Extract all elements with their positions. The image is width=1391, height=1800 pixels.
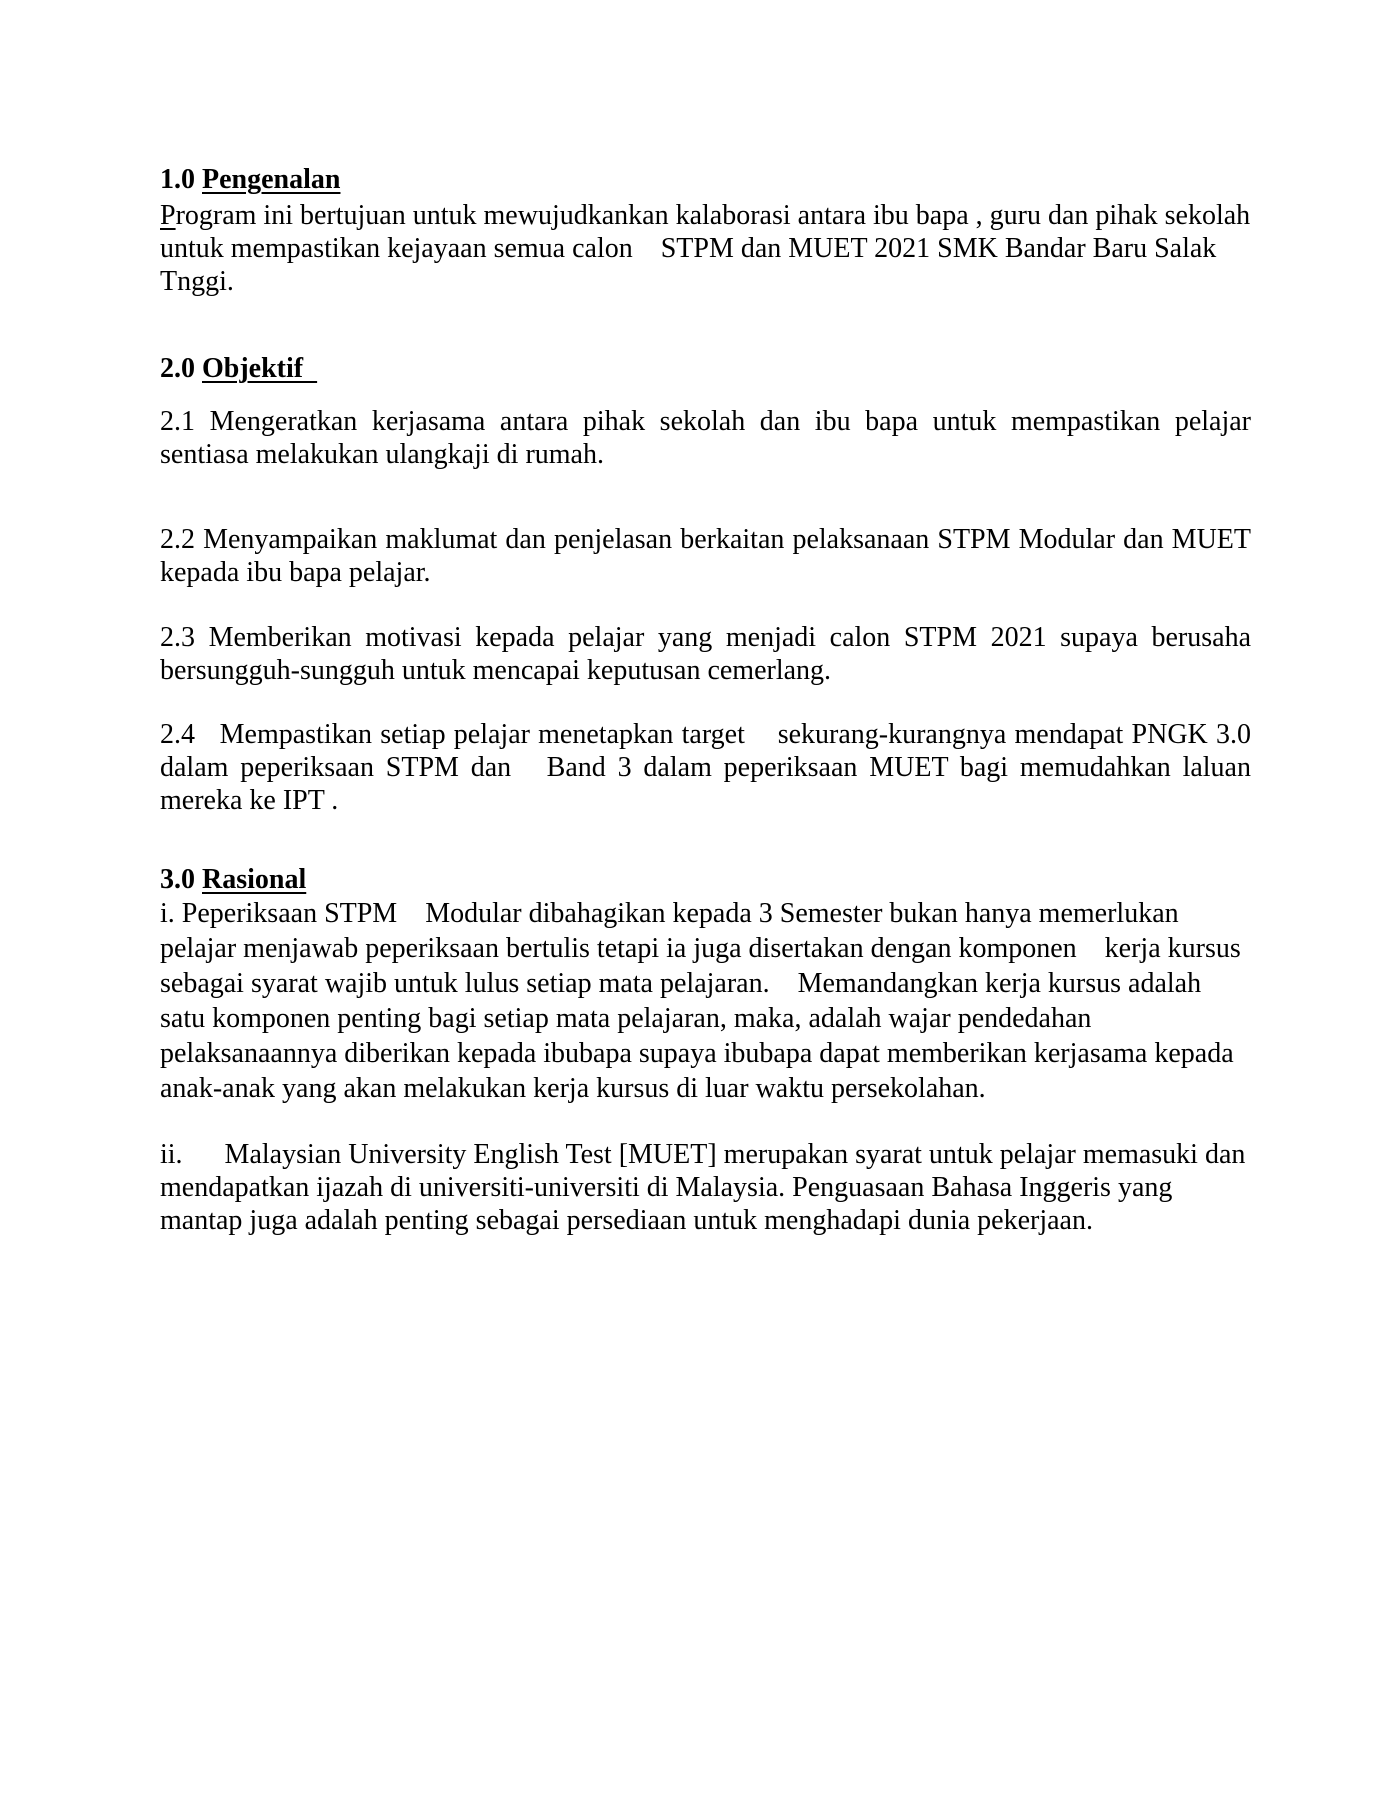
section-heading-objektif [160,352,1251,385]
paragraph-rasional-ii [160,1138,1251,1237]
paragraph-pengenalan-line-2: untuk mempastikan kejayaan semua calon STPM dan MUET 2021 SMK Bandar Baru Salak [160,233,1217,264]
paragraph-pengenalan [160,199,1251,298]
paragraph-2-2-line-2: kepada ibu bapa pelajar. [160,557,431,588]
paragraph-ii-line-3: mantap juga adalah penting sebagai persediaan untuk menghadapi dunia pekerjaan. [160,1205,1093,1236]
paragraph-i-line-4: satu komponen penting bagi setiap mata pelajaran, maka, adalah wajar pendedahan [160,1003,1092,1034]
paragraph-pengenalan-line-1: Program ini bertujuan untuk mewujudkankan kalaborasi antara ibu bapa , guru dan pihak sekolah [160,200,1251,231]
paragraph-i-line-2: pelajar menjawab peperiksaan bertulis tetapi ia juga disertakan dengan komponen kerja kursus [160,933,1241,964]
paragraph-objektif-2-3 [160,621,1251,687]
paragraph-i-line-6: anak-anak yang akan melakukan kerja kursus di luar waktu persekolahan. [160,1073,986,1104]
paragraph-objektif-2-4 [160,718,1251,817]
section-number-1: 1.0 [160,164,202,195]
paragraph-ii-line-1: ii. Malaysian University English Test [MUET] merupakan syarat untuk pelajar memasuki dan [160,1139,1246,1170]
paragraph-i-line-5: pelaksanaannya diberikan kepada ibubapa supaya ibubapa dapat memberikan kerjasama kepada [160,1038,1234,1069]
paragraph-ii-line-2: mendapatkan ijazah di universiti-universiti di Malaysia. Penguasaan Bahasa Inggeris yang [160,1172,1173,1203]
paragraph-2-1-line-1: 2.1 Mengeratkan kerjasama antara pihak sekolah dan ibu bapa untuk mempastikan pelajar [160,406,1251,437]
paragraph-pengenalan-line-3: Tnggi. [160,266,234,297]
section-title-objektif: Objektif [202,353,318,384]
section-title-pengenalan: Pengenalan [202,164,341,195]
paragraph-2-4-line-1: 2.4 Mempastikan setiap pelajar menetapkan target sekurang-kurangnya mendapat PNGK 3.0 [160,719,1251,750]
paragraph-rasional-i [160,896,1251,1106]
paragraph-2-3-line-1: 2.3 Memberikan motivasi kepada pelajar yang menjadi calon STPM 2021 supaya berusaha [160,622,1251,653]
section-heading-pengenalan [160,163,1251,196]
paragraph-2-3-line-2: bersungguh-sungguh untuk mencapai keputusan cemerlang. [160,655,832,686]
paragraph-objektif-2-1 [160,405,1251,471]
section-heading-rasional [160,863,1251,896]
section-number-3: 3.0 [160,864,202,895]
section-number-2: 2.0 [160,353,202,384]
paragraph-2-2-line-1: 2.2 Menyampaikan maklumat dan penjelasan berkaitan pelaksanaan STPM Modular dan MUET [160,524,1251,555]
section-title-rasional: Rasional [202,864,307,895]
paragraph-i-line-1: i. Peperiksaan STPM Modular dibahagikan kepada 3 Semester bukan hanya memerlukan [160,898,1179,929]
paragraph-i-line-3: sebagai syarat wajib untuk lulus setiap mata pelajaran. Memandangkan kerja kursus adalah [160,968,1202,999]
paragraph-2-1-line-2: sentiasa melakukan ulangkaji di rumah. [160,439,604,470]
paragraph-objektif-2-2 [160,523,1251,589]
paragraph-2-4-line-3: mereka ke IPT . [160,785,339,816]
paragraph-2-4-line-2: dalam peperiksaan STPM dan Band 3 dalam peperiksaan MUET bagi memudahkan laluan [160,752,1251,783]
